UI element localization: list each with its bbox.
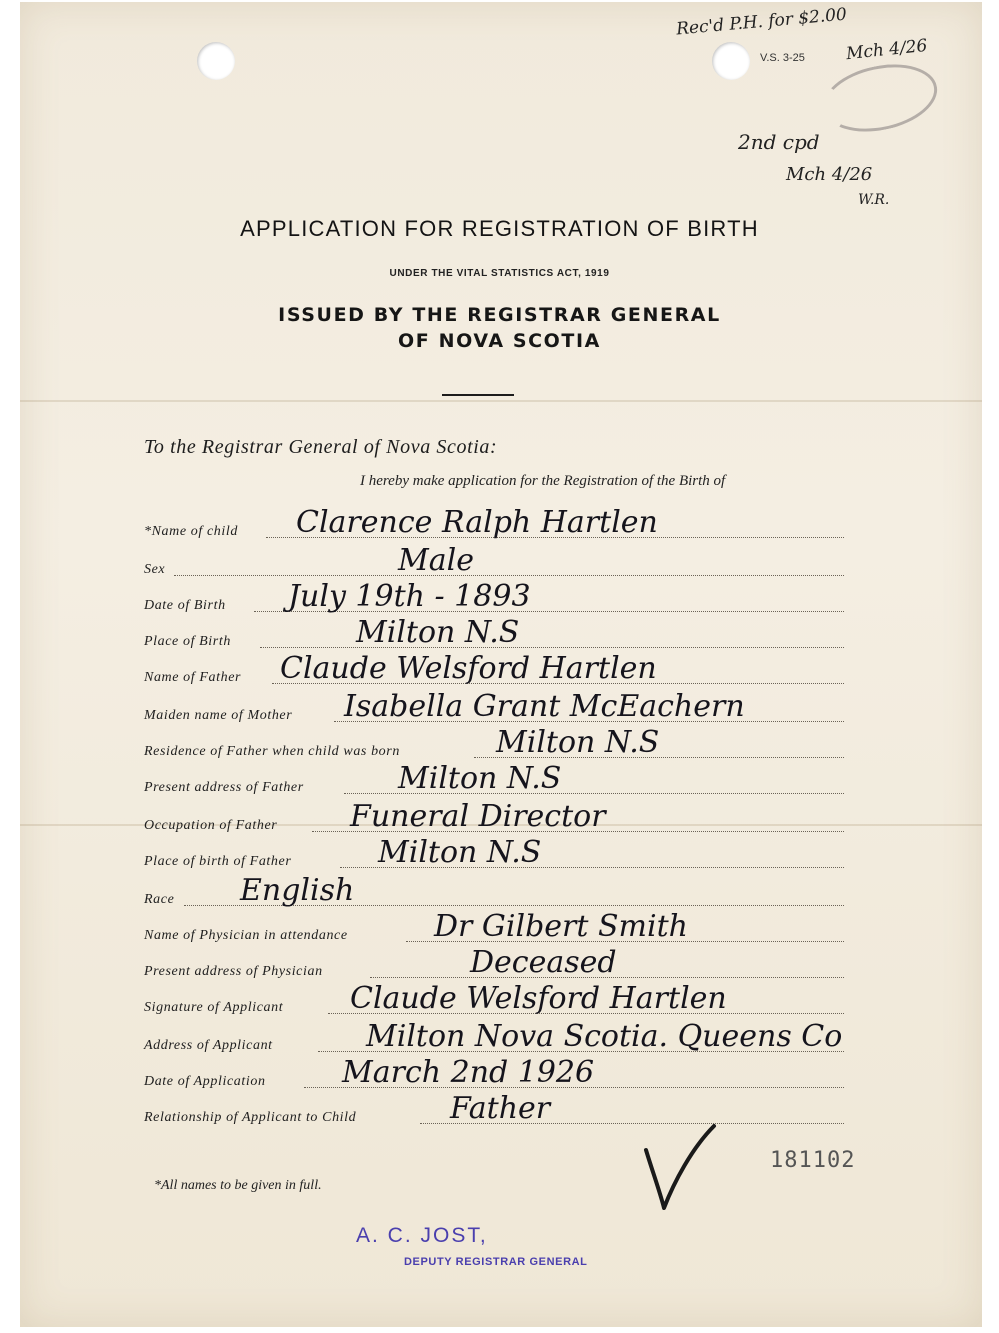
field-father-birthplace [144, 835, 844, 870]
field-label: Sex [144, 562, 166, 577]
copy-note-date: Mch 4/26 [786, 164, 873, 185]
field-value: July 19th - 1893 [288, 579, 531, 614]
field-father-name [144, 651, 844, 686]
field-label: Present address of Physician [144, 964, 323, 979]
field-value: Claude Welsford Hartlen [350, 981, 727, 1016]
field-applicant-relationship [144, 1091, 844, 1126]
field-value: Claude Welsford Hartlen [280, 651, 657, 686]
field-value: Milton N.S [378, 835, 542, 870]
field-father-occupation [144, 799, 844, 834]
field-value: English [240, 873, 355, 908]
field-value: Male [398, 543, 474, 578]
field-label: Occupation of Father [144, 818, 278, 833]
field-father-present-address [144, 761, 844, 796]
field-label: Date of Application [144, 1074, 266, 1089]
receipt-note: Rec'd P.H. for $2.00 [675, 4, 848, 40]
field-applicant-address [144, 1019, 844, 1054]
field-value: Milton N.S [356, 615, 520, 650]
field-label: Name of Physician in attendance [144, 928, 348, 943]
registrar-stamp-name: A. C. JOST, [356, 1224, 488, 1247]
field-place-of-birth [144, 615, 844, 650]
field-sex [144, 543, 844, 578]
field-label: Maiden name of Mother [144, 708, 293, 723]
form-act: UNDER THE VITAL STATISTICS ACT, 1919 [389, 268, 610, 279]
field-value: Milton N.S [496, 725, 660, 760]
punch-hole [712, 42, 750, 80]
field-value: Milton N.S [398, 761, 562, 796]
field-label: Place of birth of Father [144, 854, 292, 869]
field-value: Clarence Ralph Hartlen [296, 505, 658, 540]
check-mark-icon [640, 1122, 720, 1214]
intro-text: I hereby make application for the Registration of the Birth of [360, 473, 726, 489]
field-date-of-birth [144, 579, 844, 614]
field-value: Funeral Director [350, 799, 606, 834]
fold-crease [20, 400, 982, 402]
field-label: Name of Father [144, 670, 242, 685]
field-label: Place of Birth [144, 634, 231, 649]
field-value: March 2nd 1926 [342, 1055, 595, 1090]
footnote: *All names to be given in full. [154, 1178, 322, 1193]
copy-note-initials: W.R. [858, 192, 890, 208]
field-line [260, 647, 844, 648]
field-value: Deceased [470, 945, 617, 980]
field-label: Present address of Father [144, 780, 304, 795]
field-label: Race [144, 892, 175, 907]
field-physician-address [144, 945, 844, 980]
issuer-line-1: ISSUED BY THE REGISTRAR GENERAL [278, 304, 721, 326]
field-value: Father [450, 1091, 551, 1126]
field-line [174, 575, 844, 576]
form-title: APPLICATION FOR REGISTRATION OF BIRTH [240, 216, 759, 241]
field-mother-maiden-name [144, 689, 844, 724]
field-value: Isabella Grant McEachern [344, 689, 745, 724]
title-divider [442, 394, 514, 396]
field-label: Residence of Father when child was born [144, 744, 400, 759]
punch-hole [197, 42, 235, 80]
field-label: Address of Applicant [144, 1038, 273, 1053]
field-label: Date of Birth [144, 598, 226, 613]
field-physician-name [144, 909, 844, 944]
serial-number: 181102 [770, 1148, 856, 1173]
issuer-heading [0, 302, 999, 354]
issuer-line-2: OF NOVA SCOTIA [398, 330, 601, 352]
field-applicant-signature [144, 981, 844, 1016]
field-label: Relationship of Applicant to Child [144, 1110, 357, 1125]
salutation: To the Registrar General of Nova Scotia: [144, 436, 498, 458]
field-father-residence [144, 725, 844, 760]
field-child-name [144, 505, 844, 540]
field-application-date [144, 1055, 844, 1090]
receipt-date: Mch 4/26 [845, 35, 929, 65]
field-value: Milton Nova Scotia. Queens Co [366, 1019, 843, 1054]
registrar-stamp-title: DEPUTY REGISTRAR GENERAL [404, 1256, 588, 1268]
field-race [144, 873, 844, 908]
field-label: Signature of Applicant [144, 1000, 284, 1015]
copy-note: 2nd cpd [738, 130, 820, 154]
field-label: *Name of child [144, 524, 238, 539]
form-number: V.S. 3-25 [760, 52, 805, 64]
field-value: Dr Gilbert Smith [434, 909, 688, 944]
